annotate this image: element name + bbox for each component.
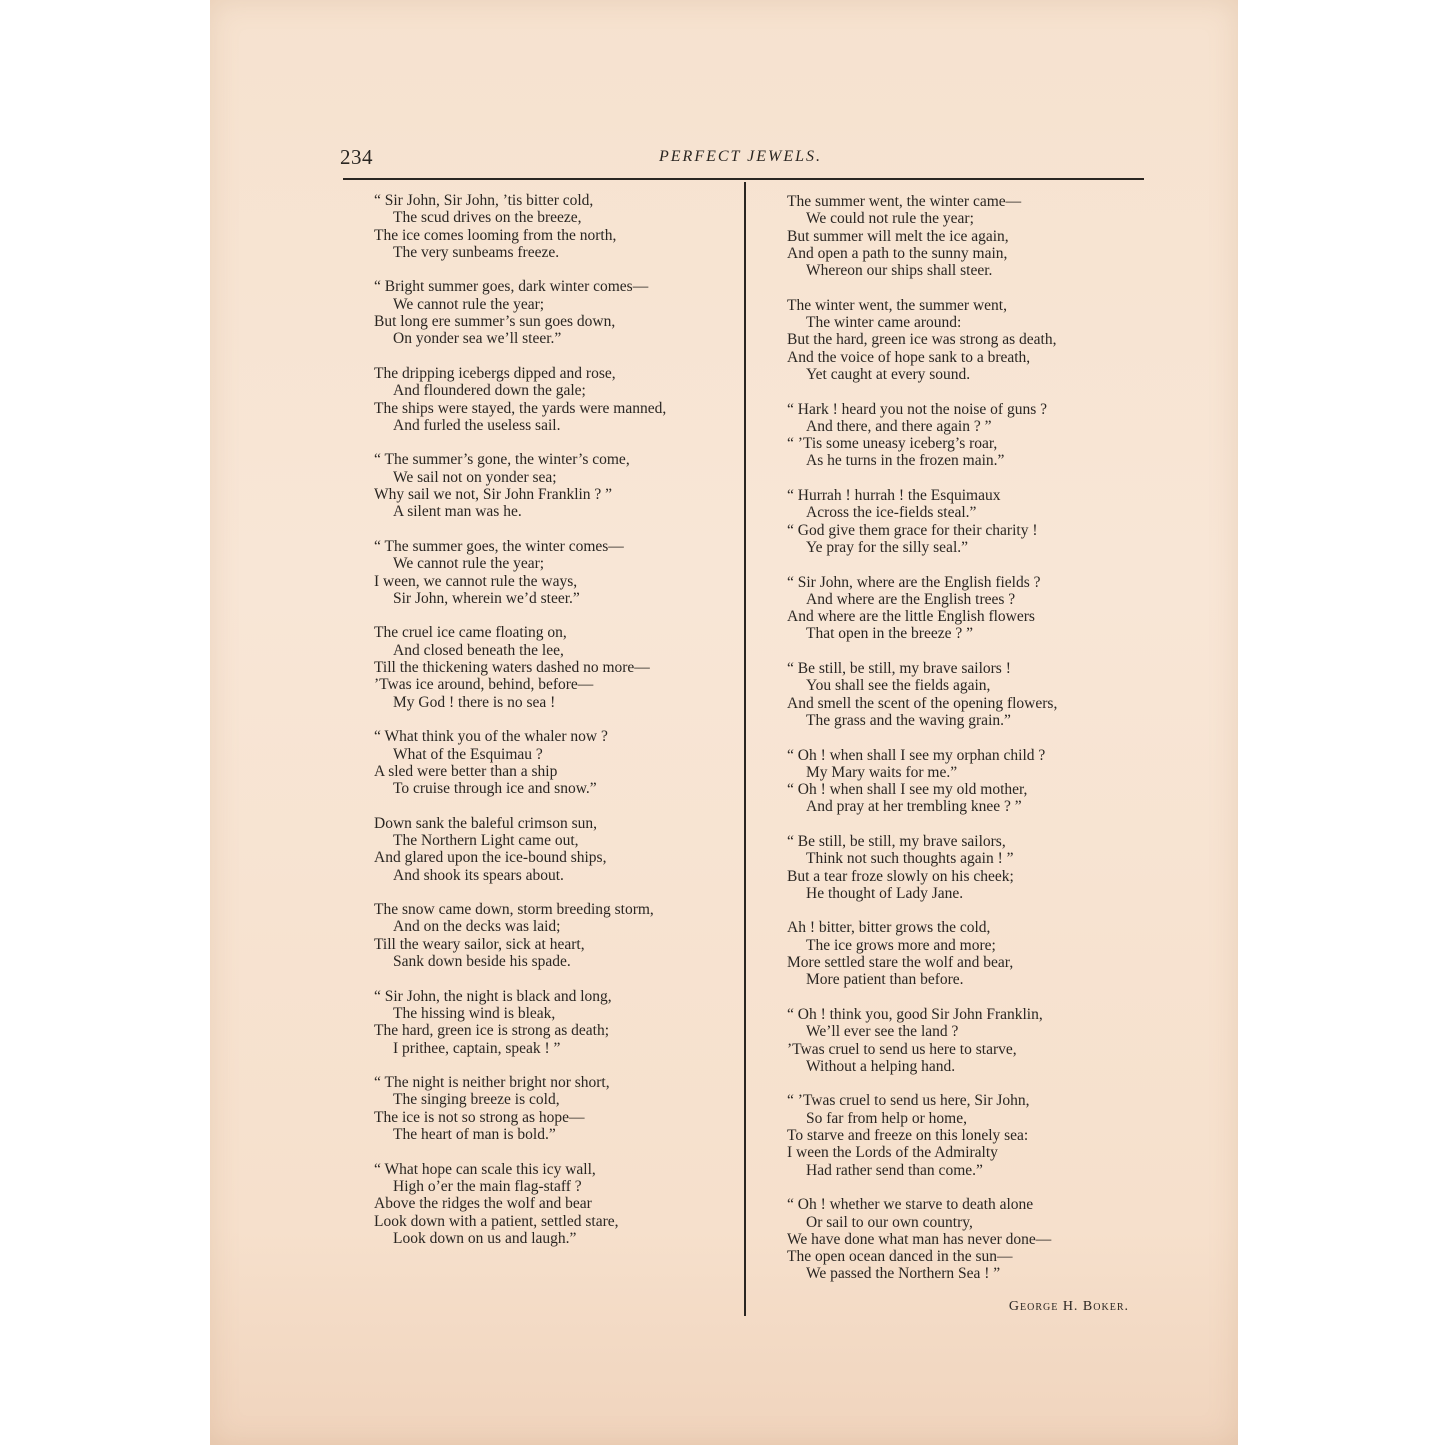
stanza — [787, 919, 1057, 988]
poem-line: The summer went, the winter came— — [787, 193, 1022, 210]
poem-line: “ Oh ! when shall I see my orphan child ? — [787, 746, 1046, 764]
poem-line: The scud drives on the breeze, — [393, 209, 582, 227]
poem-line: Sir John, wherein we’d steer.” — [393, 589, 580, 607]
stanza — [787, 660, 1057, 729]
poem-line: Without a helping hand. — [806, 1057, 956, 1075]
poem-line: He thought of Lady Jane. — [806, 884, 964, 902]
poem-line: Ye pray for the silly seal.” — [806, 538, 969, 556]
poem-line: We passed the Northern Sea ! ” — [806, 1265, 1001, 1283]
stanza — [787, 1196, 1057, 1282]
poem-line: The dripping icebergs dipped and rose, — [374, 364, 616, 382]
header-rule — [343, 178, 1144, 180]
poem-line: “ ’Tis some uneasy iceberg’s roar, — [787, 435, 998, 453]
poem-line: The winter came around: — [806, 314, 962, 332]
stanza — [374, 624, 666, 710]
poem-line: Yet caught at every sound. — [806, 365, 971, 383]
poem-line: On yonder sea we’ll steer.” — [393, 330, 562, 348]
poem-line: The very sunbeams freeze. — [393, 243, 560, 261]
poem-line: To cruise through ice and snow.” — [393, 780, 597, 798]
poem-line: Down sank the baleful crimson sun, — [374, 814, 597, 832]
poem-line: And glared upon the ice-bound ships, — [374, 849, 607, 867]
poem-line: “ Hark ! heard you not the noise of guns ? — [787, 400, 1047, 418]
poem-line: ’Twas cruel to send us here to starve, — [787, 1040, 1017, 1058]
stanza — [787, 833, 1057, 902]
poem-line: “ Bright summer goes, dark winter comes— — [374, 278, 649, 296]
page-number: 234 — [340, 145, 373, 169]
stanza — [787, 401, 1057, 470]
poem-line: And smell the scent of the opening flowers, — [787, 694, 1058, 712]
stanza — [787, 1006, 1057, 1075]
poem-line: The hissing wind is bleak, — [393, 1004, 556, 1022]
poem-line: And on the decks was laid; — [393, 918, 561, 936]
poem-line: And closed beneath the lee, — [393, 641, 564, 659]
author-signature: George H. Boker. — [1008, 1299, 1129, 1314]
poem-line: “ Oh ! when shall I see my old mother, — [787, 781, 1028, 799]
poem-line: A sled were better than a ship — [374, 762, 558, 780]
poem-line: We cannot rule the year; — [393, 555, 545, 573]
poem-line: “ What hope can scale this icy wall, — [374, 1160, 596, 1178]
poem-line: We’ll ever see the land ? — [806, 1023, 959, 1041]
poem-line: And there, and there again ? ” — [806, 417, 992, 435]
stanza — [787, 487, 1057, 556]
poem-line: Above the ridges the wolf and bear — [374, 1195, 592, 1213]
poem-line: But the hard, green ice was strong as death, — [787, 331, 1057, 349]
poem-line: The cruel ice came floating on, — [374, 624, 567, 642]
poem-line: What of the Esquimau ? — [393, 745, 543, 763]
right-column — [787, 193, 1057, 1283]
poem-line: The open ocean danced in the sun— — [787, 1248, 1013, 1266]
stanza — [374, 728, 666, 797]
poem-line: The ice is not so strong as hope— — [374, 1108, 585, 1126]
poem-line: We could not rule the year; — [806, 210, 974, 228]
stanza — [374, 278, 666, 347]
poem-line: Look down on us and laugh.” — [393, 1229, 577, 1247]
stanza — [787, 1092, 1057, 1178]
poem-line: You shall see the fields again, — [806, 677, 991, 695]
poem-line: Sank down beside his spade. — [393, 953, 571, 971]
poem-line: ’Twas ice around, behind, before— — [374, 676, 594, 694]
stanza — [374, 988, 666, 1057]
stanza — [374, 1074, 666, 1143]
running-head: PERFECT JEWELS. — [659, 148, 823, 165]
poem-line: Or sail to our own country, — [806, 1213, 973, 1231]
left-column — [374, 192, 666, 1247]
poem-line: I ween, we cannot rule the ways, — [374, 572, 578, 590]
poem-line: The hard, green ice is strong as death; — [374, 1022, 609, 1040]
stanza — [374, 538, 666, 607]
stanza — [374, 451, 666, 520]
poem-line: The snow came down, storm breeding storm, — [374, 901, 654, 919]
column-divider — [744, 182, 746, 1316]
poem-line: “ Oh ! whether we starve to death alone — [787, 1196, 1034, 1214]
poem-line: “ Be still, be still, my brave sailors ! — [787, 660, 1011, 678]
poem-line: The Northern Light came out, — [393, 831, 579, 849]
poem-line: “ Oh ! think you, good Sir John Franklin, — [787, 1005, 1043, 1023]
poem-line: Why sail we not, Sir John Franklin ? ” — [374, 486, 613, 504]
poem-line: “ What think you of the whaler now ? — [374, 728, 608, 746]
poem-line: So far from help or home, — [806, 1109, 967, 1127]
poem-line: Ah ! bitter, bitter grows the cold, — [787, 919, 991, 937]
poem-line: Whereon our ships shall steer. — [806, 262, 993, 280]
poem-line: To starve and freeze on this lonely sea: — [787, 1127, 1029, 1145]
book-page — [210, 0, 1238, 1445]
poem-line: More patient than before. — [806, 971, 964, 989]
poem-line: “ The night is neither bright nor short, — [374, 1074, 610, 1092]
poem-line: The ice comes looming from the north, — [374, 226, 617, 244]
poem-line: The singing breeze is cold, — [393, 1091, 560, 1109]
poem-line: “ Sir John, the night is black and long, — [374, 987, 612, 1005]
stanza — [374, 192, 666, 261]
poem-line: The winter went, the summer went, — [787, 296, 1007, 314]
poem-line: High o’er the main flag-staff ? — [393, 1177, 582, 1195]
poem-line: “ Hurrah ! hurrah ! the Esquimaux — [787, 487, 1001, 505]
poem-line: That open in the breeze ? ” — [806, 625, 973, 643]
poem-line: But long ere summer’s sun goes down, — [374, 313, 616, 331]
poem-line: But a tear froze slowly on his cheek; — [787, 867, 1014, 885]
poem-line: “ God give them grace for their charity ! — [787, 521, 1038, 539]
stanza — [374, 365, 666, 434]
poem-line: And where are the little English flowers — [787, 608, 1035, 626]
poem-line: We cannot rule the year; — [393, 295, 545, 313]
poem-line: “ The summer’s gone, the winter’s come, — [374, 451, 630, 469]
poem-line: We have done what man has never done— — [787, 1230, 1052, 1248]
poem-line: I ween the Lords of the Admiralty — [787, 1144, 998, 1162]
poem-line: Across the ice-fields steal.” — [806, 504, 977, 522]
poem-line: More settled stare the wolf and bear, — [787, 954, 1014, 972]
poem-line: And pray at her trembling knee ? ” — [806, 798, 1022, 816]
poem-line: Till the weary sailor, sick at heart, — [374, 935, 585, 953]
poem-line: The ships were stayed, the yards were manned, — [374, 399, 667, 417]
poem-line: “ The summer goes, the winter comes— — [374, 537, 624, 555]
poem-line: “ Be still, be still, my brave sailors, — [787, 832, 1006, 850]
poem-line: Had rather send than come.” — [806, 1161, 983, 1179]
stanza — [787, 193, 1057, 279]
poem-line: And the voice of hope sank to a breath, — [787, 348, 1031, 366]
poem-line: We sail not on yonder sea; — [393, 468, 557, 486]
poem-line: “ ’Twas cruel to send us here, Sir John, — [787, 1092, 1030, 1110]
poem-line: “ Sir John, where are the English fields ? — [787, 573, 1041, 591]
stanza — [787, 297, 1057, 383]
poem-line: And open a path to the sunny main, — [787, 244, 1008, 262]
poem-line: Look down with a patient, settled stare, — [374, 1212, 619, 1230]
stanza — [374, 815, 666, 884]
poem-line: And where are the English trees ? — [806, 590, 1016, 608]
stanza — [787, 747, 1057, 816]
poem-line: And floundered down the gale; — [393, 382, 586, 400]
poem-line: My God ! there is no sea ! — [393, 693, 556, 711]
poem-line: The heart of man is bold.” — [393, 1126, 556, 1144]
poem-line: Till the thickening waters dashed no more— — [374, 659, 650, 677]
poem-line: As he turns in the frozen main.” — [806, 452, 1005, 470]
poem-line: A silent man was he. — [393, 503, 522, 521]
poem-line: “ Sir John, Sir John, ’tis bitter cold, — [374, 192, 594, 209]
poem-line: The grass and the waving grain.” — [806, 711, 1011, 729]
poem-line: The ice grows more and more; — [806, 936, 996, 954]
poem-line: And furled the useless sail. — [393, 416, 561, 434]
stanza — [374, 901, 666, 970]
poem-line: I prithee, captain, speak ! ” — [393, 1039, 561, 1057]
poem-line: Think not such thoughts again ! ” — [806, 850, 1014, 868]
poem-line: But summer will melt the ice again, — [787, 227, 1009, 245]
stanza — [787, 574, 1057, 643]
poem-line: My Mary waits for me.” — [806, 763, 958, 781]
stanza — [374, 1161, 666, 1247]
poem-line: And shook its spears about. — [393, 866, 564, 884]
